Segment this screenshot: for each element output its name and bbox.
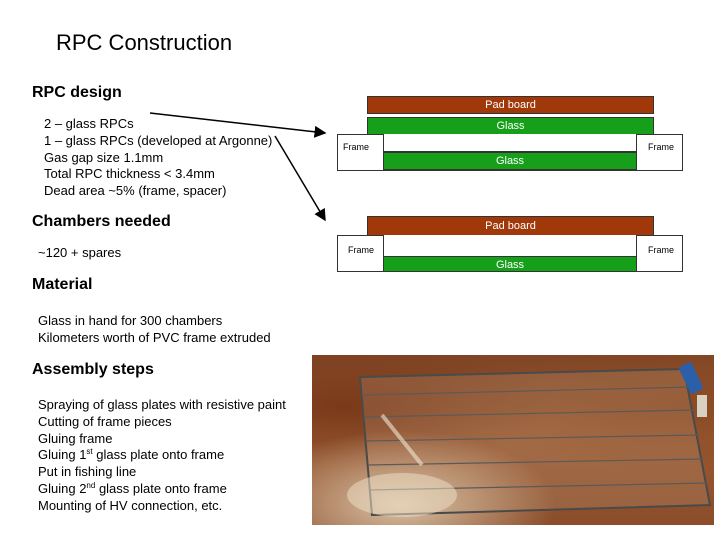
rpc-design-line: Dead area ~5% (frame, spacer) — [44, 183, 227, 199]
assembly-heading: Assembly steps — [32, 361, 154, 378]
glass-layer: Glass — [367, 117, 654, 135]
page-title: RPC Construction — [56, 30, 233, 55]
chambers-heading: Chambers needed — [32, 213, 171, 230]
rpc-design-line: 2 – glass RPCs — [44, 116, 134, 131]
pad-board-layer: Pad board — [367, 96, 654, 114]
photo-glass-plate-drawing — [312, 355, 714, 525]
frame-label-left: Frame — [348, 245, 375, 255]
gas-gap — [383, 134, 637, 152]
assembly-line-superscript: nd — [86, 480, 96, 490]
frame-label-right: Frame — [648, 142, 675, 152]
assembly-line-superscript: st — [86, 447, 93, 457]
assembly-line-text: Gluing 2 — [38, 480, 87, 496]
assembly-line-text: glass plate onto frame — [95, 480, 227, 496]
rpc-design-line: 1 – glass RPCs (developed at Argonne) — [44, 132, 273, 148]
rpc-design-line: Gas gap size 1.1mm — [44, 149, 164, 165]
rpc-design-line: Total RPC thickness < 3.4mm — [44, 166, 215, 182]
assembly-line: Cutting of frame pieces — [38, 413, 172, 429]
material-line: Kilometers worth of PVC frame extruded — [38, 329, 271, 345]
assembly-line: Put in fishing line — [38, 464, 137, 480]
glass-layer: Glass — [383, 256, 637, 272]
assembly-line: Spraying of glass plates with resistive paint — [38, 397, 286, 412]
arrow-to-one-glass-diagram — [275, 136, 325, 220]
assembly-line: Mounting of HV connection, etc. — [38, 497, 223, 513]
chamber-assembly-photo — [312, 355, 714, 525]
arrow-to-two-glass-diagram — [150, 113, 325, 133]
frame-label-right: Frame — [648, 245, 675, 255]
glass-layer: Glass — [383, 152, 637, 170]
material-heading: Material — [32, 276, 93, 293]
gas-gap — [383, 235, 637, 257]
chambers-text: ~120 + spares — [38, 245, 122, 260]
material-line: Glass in hand for 300 chambers — [38, 313, 223, 328]
rpc-design-heading: RPC design — [32, 84, 122, 101]
assembly-line-text: glass plate onto frame — [92, 447, 225, 463]
assembly-line: Gluing frame — [38, 430, 113, 446]
assembly-line-text: Gluing 1 — [38, 447, 87, 463]
frame-label-left: Frame — [343, 142, 370, 152]
pad-board-layer: Pad board — [367, 216, 654, 236]
